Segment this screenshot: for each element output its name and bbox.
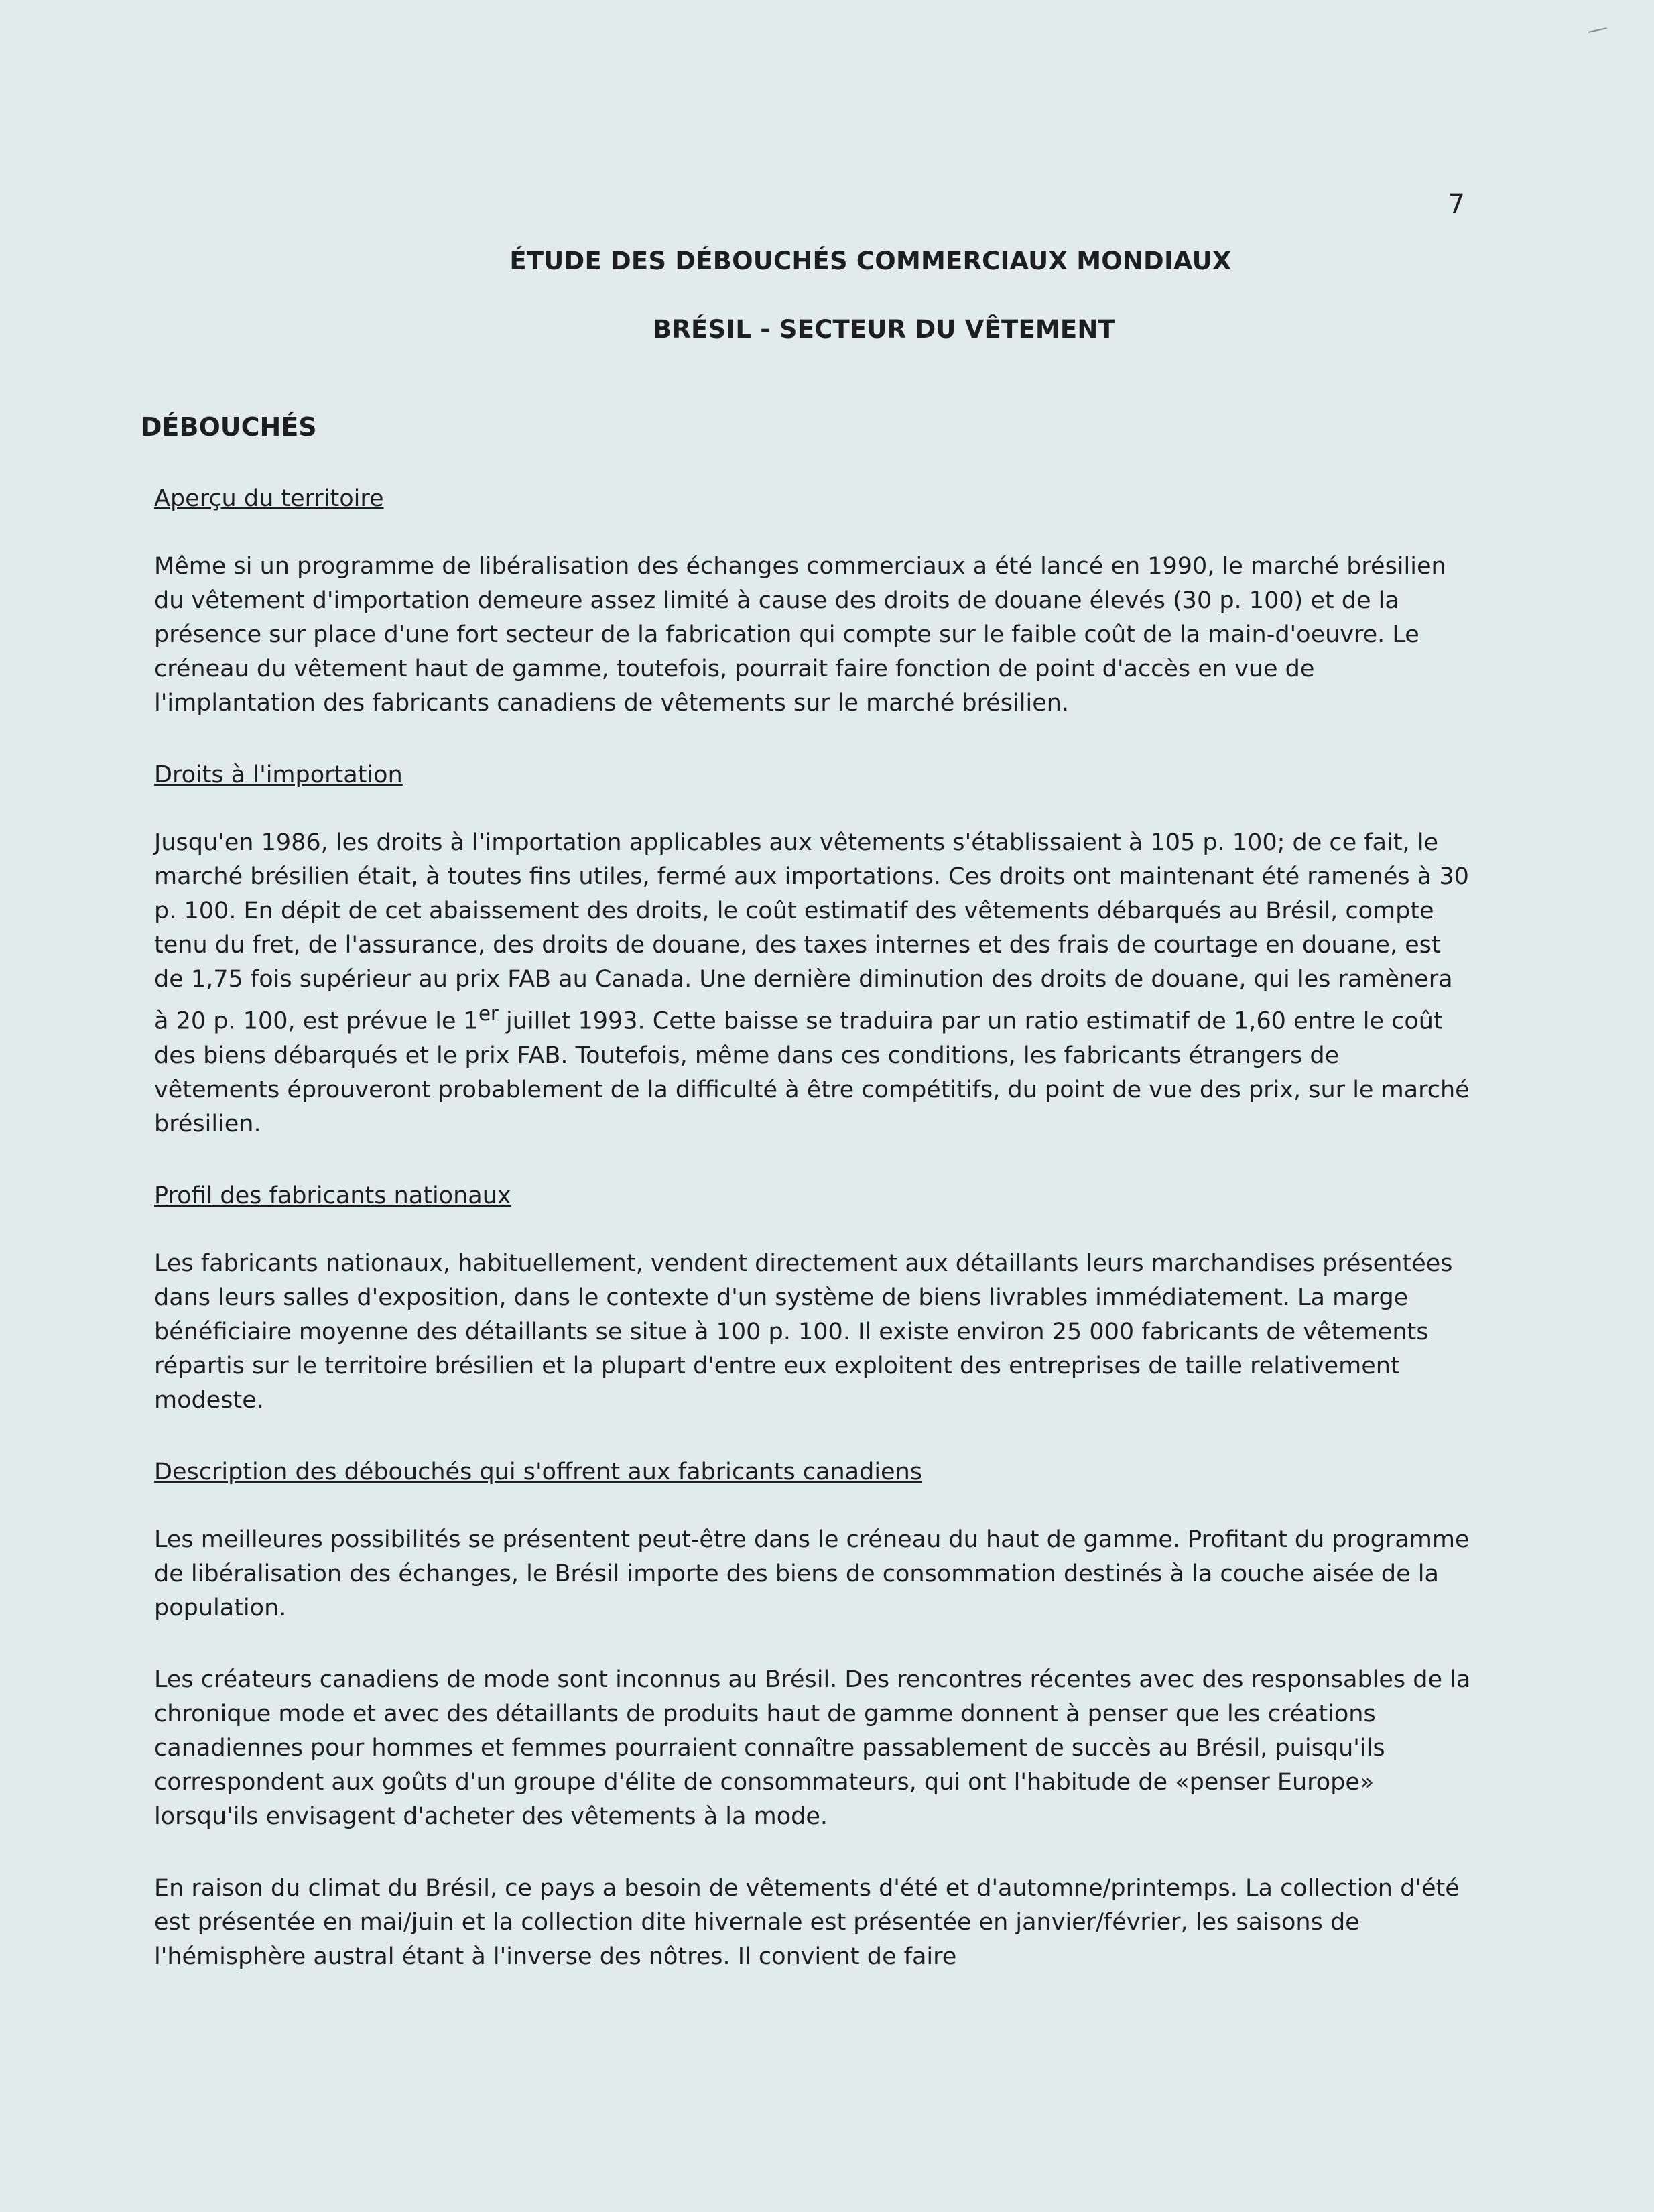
subheading-description: Description des débouchés qui s'offrent aux fabricants canadiens — [154, 1458, 923, 1485]
page-number: 7 — [1448, 189, 1465, 220]
subheading-apercu: Aperçu du territoire — [154, 485, 384, 512]
subheading-profil: Profil des fabricants nationaux — [154, 1182, 511, 1209]
paragraph-description-1: Les meilleures possibilités se présentent peut-être dans le créneau du haut de gamme. Profitant du programme de libéralisation des échanges, le Brésil importe des biens de consommation destinés à la couche aisée de la population. — [154, 1526, 1470, 1621]
paragraph-description-2: Les créateurs canadiens de mode sont inconnus au Brésil. Des rencontres récentes avec des responsables de la chronique mode et avec des détaillants de produits haut de gamme donnent à penser que les créations canadiennes pour hommes et femmes pourraient connaître passablement de succès au Brésil, puisqu'ils correspondent aux goûts d'un groupe d'élite de consommateurs, qui ont l'habitude de «penser Europe» lorsqu'ils envisagent d'acheter des vêtements à la mode. — [154, 1666, 1471, 1830]
paragraph-droits — [154, 826, 1471, 1142]
section-heading: DÉBOUCHÉS — [141, 412, 317, 442]
droits-text-part2: juillet 1993. Cette baisse se traduira par un ratio estimatif de 1,60 entre le coût des biens débarqués et le prix FAB. Toutefois, même dans ces conditions, les fabricants étrangers de vêtements éprouveront probablement de la difficulté à être compétitifs, du point de vue des prix, sur le marché brésilien. — [154, 1007, 1470, 1138]
paragraph-profil: Les fabricants nationaux, habituellement, vendent directement aux détaillants leurs marchandises présentées dans leurs salles d'exposition, dans le contexte d'un système de biens livrables immédiatement. La marge bénéficiaire moyenne des détaillants se situe à 100 p. 100. Il existe environ 25 000 fabricants de vêtements répartis sur le territoire brésilien et la plupart d'entre eux exploitent des entreprises de taille relativement modeste. — [154, 1249, 1453, 1414]
paragraph-apercu: Même si un programme de libéralisation des échanges commerciaux a été lancé en 1990, le marché brésilien du vêtement d'importation demeure assez limité à cause des droits de douane élevés (30 p. 100) et de la présence sur place d'une fort secteur de la fabrication qui compte sur le faible coût de la main-d'oeuvre. Le créneau du vêtement haut de gamme, toutefois, pourrait faire fonction de point d'accès en vue de l'implantation des fabricants canadiens de vêtements sur le marché brésilien. — [154, 553, 1446, 717]
paragraph-description-3: En raison du climat du Brésil, ce pays a besoin de vêtements d'été et d'automne/printemps. La collection d'été est présentée en mai/juin et la collection dite hivernale est présentée en janvier/février, les saisons de l'hémisphère austral étant à l'inverse des nôtres. Il convient de faire — [154, 1874, 1460, 1970]
document-subtitle: BRÉSIL - SECTEUR DU VÊTEMENT — [652, 315, 1116, 344]
scan-mark — [1588, 27, 1607, 33]
droits-superscript: er — [478, 1002, 499, 1025]
subheading-droits: Droits à l'importation — [154, 761, 403, 788]
droits-text-part1: Jusqu'en 1986, les droits à l'importation applicables aux vêtements s'établissaient à 105 p. 100; de ce fait, le marché brésilien était, à toutes fins utiles, fermé aux importations. Ces droits ont maintenant été ramenés à 30 p. 100. En dépit de cet abaissement des droits, le coût estimatif des vêtements débarqués au Brésil, compte tenu du fret, de l'assurance, des droits de douane, des taxes internes et des frais de courtage en douane, est de 1,75 fois supérieur au prix FAB au Canada. Une dernière diminution des droits de douane, qui les ramènera à 20 p. 100, est prévue le 1 — [154, 829, 1469, 1035]
document-title: ÉTUDE DES DÉBOUCHÉS COMMERCIAUX MONDIAUX — [509, 247, 1232, 275]
document-body — [141, 410, 1471, 1974]
